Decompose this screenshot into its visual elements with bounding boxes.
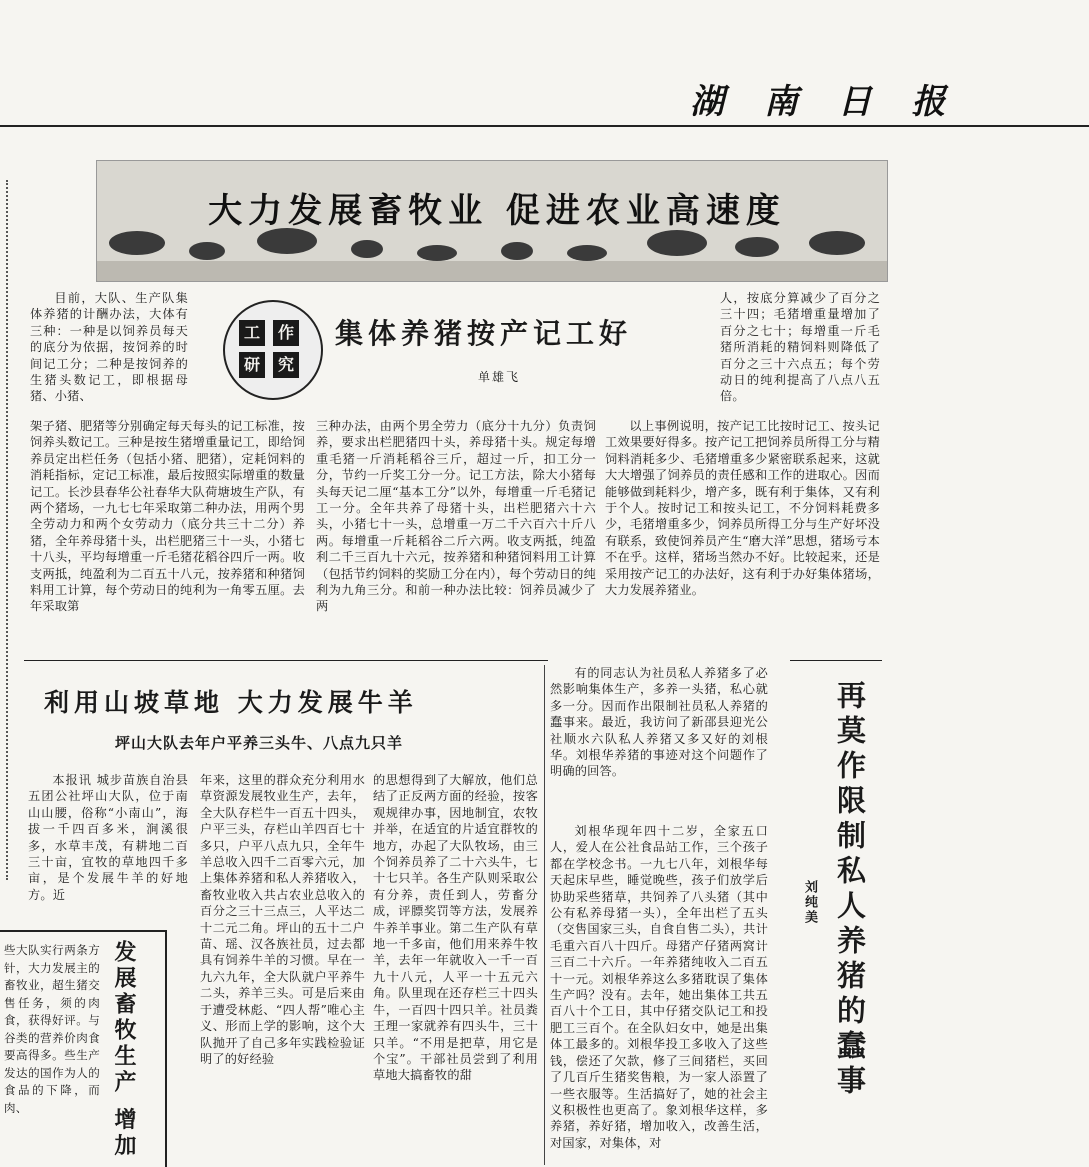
masthead-rule xyxy=(0,125,1089,127)
article1-col2: 三种办法，由两个男全劳力（底分十九分）负责饲养，要求出栏肥猪四十头，养母猪十头。规定每增重毛猪一斤消耗稻谷三斤，超过一斤，扣工分一分，节约一斤奖工分一分。记工方法，除大小猪每头每天记二厘“基本工分”以外，每增重一斤毛猪记工一分。全年共养了母猪十头，出栏肥猪六十六头，小猪七十一头，总增重一万二千六百六十斤八两。每增重一斤耗稻谷二斤六两。收支两抵，纯盈利二千三百九十六元，按养猪和种猪饲料用工计算（包括节约饲料的奖励工分在内），每个劳动日的纯利为九角三分。和前一种办法比较：饲养员减少了两 xyxy=(316,419,596,614)
column-badge xyxy=(223,300,323,400)
section-rule xyxy=(24,660,548,661)
article2-col3: 的思想得到了大解放，他们总结了正反两方面的经验，按客观规律办事，因地制宜，农牧并举，在适宜的片适宜群牧的地方，办起了大队牧场，由三个饲养员养了二十六头牛，七十七只羊。各生产队则采取公有分养，责任到人，劳畜分成，评膘奖罚等方法，发展养牛养羊事业。第二生产队有草地一千多亩，他们用来养牛牧羊，去年一年就收入一千一百九十八元，人平一十五元六角。队里现在还存栏三十四头牛，一百四十四只羊。社员粪王理一家就养有四头牛，三十只羊。“不用是把草，用它是个宝”。干部社员尝到了利用草地大搞畜牧的甜 xyxy=(373,773,538,1083)
cow-icon xyxy=(647,230,707,256)
article3-col1: 有的同志认为社员私人养猪多了必然影响集体生产，多养一头猪，私心就多一分。因而作出限制社员私人养猪的蠢事来。最近，我访问了新邵县迎光公社顺水六队私人养猪又多又好的刘根华。刘根华养猪的事迹对这个问题作了明确的回答。 xyxy=(550,666,768,779)
badge-char: 究 xyxy=(273,352,299,378)
cow-icon xyxy=(109,231,165,255)
badge-char: 作 xyxy=(273,320,299,346)
article1-title: 集体养猪按产记工好 xyxy=(335,317,633,350)
ground-strip xyxy=(97,261,887,281)
masthead-title: 湖 南 日 报 xyxy=(690,82,960,122)
pig-icon xyxy=(567,245,607,261)
column-rule xyxy=(544,665,545,1165)
article3-col2: 刘根华现年四十二岁，全家五口人，爱人在公社食品站工作，三个孩子都在学校念书。一九七八年，刘根华每天起床早些，睡觉晚些，孩子们放学后协助采些猪草，共饲养了八头猪（其中公有私养母猪一头），全年出栏了五头（交售国家三头，自食自售二头），共计毛重六百八十四斤。母猪产仔猪两窝计三百二十六斤。一年养猪纯收入二百五十一元。刘根华养这么多猪耽误了集体生产吗？没有。去年，她出集体工共五百八十个工日，其中仔猪交队记工和投肥工三百个。在全队妇女中，她是出集体工最多的。刘根华投工多收入了这些钱，偿还了欠款，修了三间猪栏，买回了几百斤生猪奖售粮，为一家人添置了一些衣服等。生活搞好了，她的社会主义积极性也更高了。象刘根华这样，多养猪，养好猪，增加收入，改善生活，对国家，对集体，对 xyxy=(550,824,768,1150)
badge-char: 工 xyxy=(239,320,265,346)
badge-char: 研 xyxy=(239,352,265,378)
article1-col1b: 架子猪、肥猪等分别确定每天每头的记工标准，按饲养头数记工。三种是按生猪增重量记工，即给饲养员定出栏任务（包括小猪、肥猪），定耗饲料的消耗指标，定记工标准，最后按照实际增重的数量记工。长沙县春华公社春华大队荷塘坡生产队，有两个猪场，一九七七年采取第二种办法，用两个男全劳动力和两个女劳动力（底分共三十二分）养猪，全年养母猪十头，出栏肥猪三十一头，小猪七十八头，平均每增重一斤毛猪花稻谷四斤一两。收支两抵，纯盈利为二百五十八元，按养猪和种猪饲料用工计算，每个劳动日的纯利为一角零五厘。去年采取第 xyxy=(30,419,305,614)
article1-col3b: 以上事例说明，按产记工比按时记工、按头记工效果要好得多。按产记工把饲养员所得工分与精饲料消耗多少、毛猪增重多少紧密联系起来，这就大大增强了饲养员的责任感和工作的进取心。因而能够做到耗料少，增产多，既有利于集体，又有利于个人。按时记工和按头记工，不分饲料耗费多少，毛猪增重多少，饲养员所得工分与生产好坏没有联系，致使饲养员产生“磨大洋”思想，猪场亏本不在乎。这样，猪场当然办不好。比较起来，还是采用按产记工的办法好，这有利于办好集体猪场，大力发展养猪业。 xyxy=(605,419,880,598)
article2-col2: 年来，这里的群众充分利用水草资源发展牧业生产，去年，全大队存栏牛一百五十四头，户平三头，存栏山羊四百七十多只，户平八点九只，全年牛羊总收入四千二百零六元，加上集体养猪和私人养猪收入，畜牧业收入共占农业总收入的百分之三十三点三，人平达二十二元二角。坪山的五十二户苗、瑶、汉各族社员，过去都具有饲养牛羊的习惯。早在一九六九年，全大队就户平养牛二头，养羊三头。可是后来由于遭受林彪、“四人帮”唯心主义、形而上学的影响，这个大队抛开了自己多年实践检验证明了的好经验 xyxy=(200,773,365,1066)
article2-title: 利用山坡草地 大力发展牛羊 xyxy=(44,688,418,717)
pig-icon xyxy=(417,245,457,261)
sidebox-text: 些大队实行两条方针，大力发展主的畜牧业，超生猪交售任务，须的肉食，获得好评。与谷类的营养价肉食要高得多。些生产发达的国作为人的食品的下降，而肉、 xyxy=(4,943,100,1115)
article2-col1: 本报讯 城步苗族自治县五团公社坪山大队，位于南山山腰，俗称“小南山”，海拔一千四百多米，涧溪很多，水草丰茂，有耕地二百三十亩，宜牧的草地四千多亩，是个发展牛羊的好地方。近 xyxy=(28,773,188,902)
sidebox-title: 发展畜牧生产 增加 xyxy=(111,940,136,1160)
sidebox xyxy=(0,930,167,1167)
article3-title: 再莫作限制私人养猪的蠢事 xyxy=(833,680,867,1100)
section-rule xyxy=(790,660,882,661)
article1-author: 单雄飞 xyxy=(478,370,521,384)
article1-col3a: 人，按底分算减少了百分之三十四；毛猪增重量增加了百分之七十；每增重一斤毛猪所消耗的精饲料则降低了百分之三十六点五；每个劳动日的纯利提高了八点八五倍。 xyxy=(720,291,880,404)
banner-title: 大力发展畜牧业 促进农业高速度 xyxy=(208,191,786,231)
banner xyxy=(96,160,888,282)
article2-subtitle: 坪山大队去年户平养三头牛、八点九只羊 xyxy=(115,734,404,752)
goat-icon xyxy=(735,237,779,257)
left-margin-dots xyxy=(6,180,8,880)
pig-icon xyxy=(189,242,225,260)
sheep-icon xyxy=(501,242,533,260)
article3-author: 刘纯美 xyxy=(802,880,817,925)
article1-col1a: 目前，大队、生产队集体养猪的计酬办法，大体有三种：一种是以饲养员每天的底分为依据，按饲养的时间记工分；二种是按饲养的生猪头数记工，即根据母猪、小猪、 xyxy=(30,291,188,404)
cow-icon xyxy=(809,231,865,255)
sheep-icon xyxy=(351,240,383,258)
